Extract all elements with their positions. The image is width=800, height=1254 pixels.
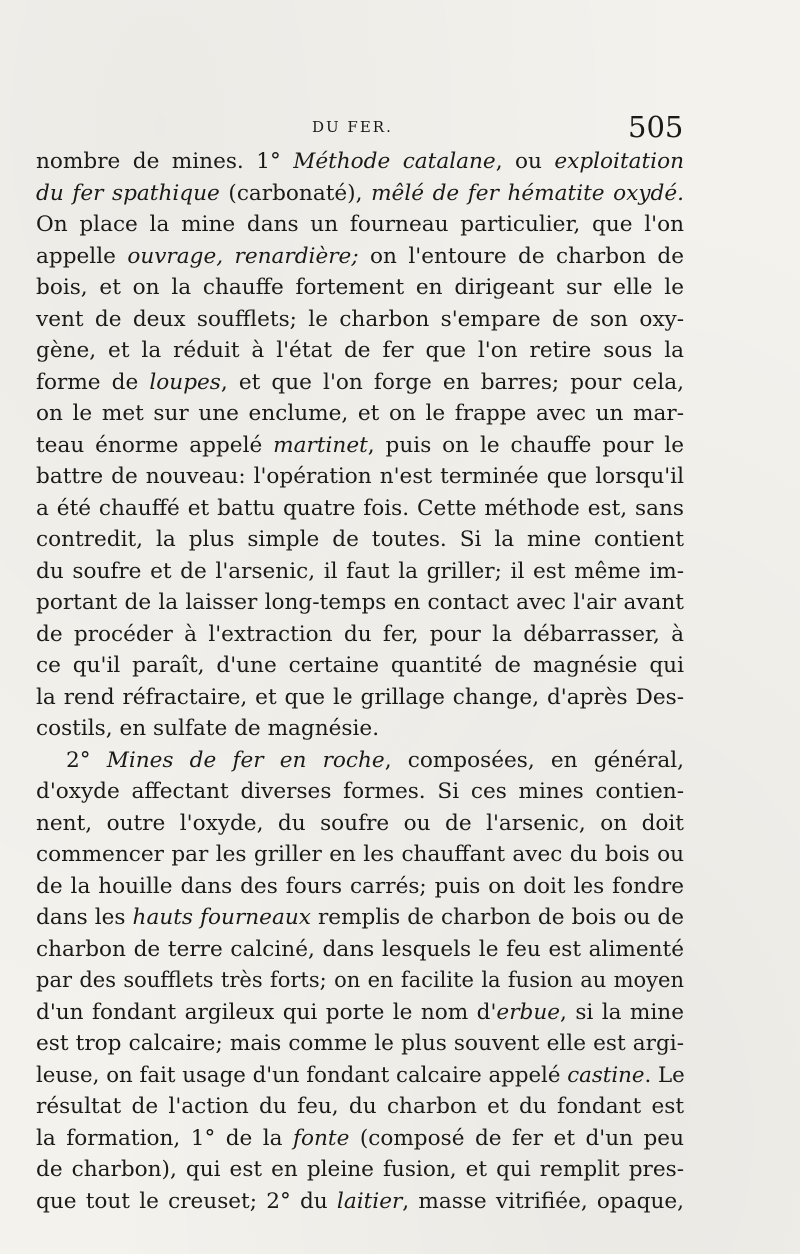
- text-segment: que tout le creuset; 2° du: [36, 1188, 337, 1214]
- text-segment: résultat de l'action du feu, du charbon et du fondant est: [36, 1094, 684, 1119]
- text-line: [36, 776, 684, 808]
- text-segment: , ou: [495, 149, 555, 174]
- text-line: [36, 1060, 684, 1092]
- italic-segment: hauts fourneaux: [132, 905, 311, 930]
- text-line: [36, 461, 684, 493]
- text-segment: commencer par les griller en les chauffant avec du bois ou: [36, 842, 684, 867]
- text-segment: (composé de fer et d'un peu: [349, 1125, 684, 1151]
- running-title: DU FER.: [312, 118, 393, 136]
- text-segment: la rend réfractaire, et que le grillage change, d'après Des-: [36, 684, 684, 710]
- text-line: [36, 619, 684, 651]
- text-line: [36, 650, 684, 682]
- text-line: [36, 1186, 684, 1218]
- italic-segment: castine: [567, 1062, 645, 1088]
- text-segment: on l'entoure de charbon de: [358, 243, 685, 269]
- text-segment: (carbonaté),: [219, 180, 372, 206]
- text-segment: bois, et on la chauffe fortement en dirigeant sur elle le: [36, 275, 684, 300]
- italic-segment: Méthode catalane: [293, 149, 496, 174]
- text-segment: leuse, on fait usage d'un fondant calcaire appelé: [36, 1062, 568, 1088]
- text-line: [36, 524, 684, 556]
- text-line: [36, 808, 684, 840]
- text-segment: , composées, en général,: [384, 747, 684, 773]
- italic-segment: mêlé de fer hématite oxydé.: [371, 180, 684, 206]
- italic-segment: loupes: [149, 369, 221, 395]
- text-segment: contredit, la plus simple de toutes. Si la mine contient: [36, 527, 684, 552]
- text-line: [36, 1123, 684, 1155]
- body-text: [36, 146, 684, 1217]
- text-line: [36, 587, 684, 619]
- text-line: [36, 997, 684, 1029]
- text-segment: On place la mine dans un fourneau particulier, que l'on: [36, 212, 684, 237]
- text-segment: a été chauffé et battu quatre fois. Cette méthode est, sans: [36, 495, 684, 521]
- italic-segment: exploitation: [554, 149, 684, 174]
- text-segment: ce qu'il paraît, d'une certaine quantité de magnésie qui: [36, 653, 684, 678]
- text-segment: de charbon), qui est en pleine fusion, et qui remplit pres-: [36, 1157, 684, 1182]
- text-segment: . Le: [644, 1062, 685, 1088]
- text-line: [36, 430, 684, 462]
- text-segment: , et que l'on forge en barres; pour cela,: [220, 369, 684, 395]
- text-segment: gène, et la réduit à l'état de fer que l'on retire sous la: [36, 338, 684, 363]
- text-line: [36, 682, 684, 714]
- italic-segment: martinet: [273, 432, 368, 458]
- italic-segment: Mines de fer en roche: [106, 747, 385, 773]
- text-line: [36, 209, 684, 241]
- text-line: [36, 1028, 684, 1060]
- text-segment: , masse vitrifiée, opaque,: [402, 1188, 684, 1214]
- text-segment: d'un fondant argileux qui porte le nom d': [36, 999, 497, 1025]
- text-line: [36, 1091, 684, 1123]
- text-segment: charbon de terre calciné, dans lesquels le feu est alimenté: [36, 936, 684, 962]
- italic-segment: erbue: [496, 999, 561, 1025]
- text-segment: la formation, 1° de la: [36, 1125, 293, 1151]
- text-segment: est trop calcaire; mais comme le plus souvent elle est argi-: [36, 1031, 684, 1056]
- text-segment: battre de nouveau: l'opération n'est terminée que lorsqu'il: [36, 464, 684, 489]
- text-line: [36, 178, 684, 210]
- italic-segment: laitier: [336, 1188, 403, 1214]
- text-line: [36, 934, 684, 966]
- text-line: [36, 1154, 684, 1186]
- text-segment: remplis de charbon de bois ou de: [310, 905, 684, 930]
- text-segment: teau énorme appelé: [36, 432, 274, 458]
- text-segment: vent de deux soufflets; le charbon s'empare de son oxy-: [36, 306, 684, 332]
- text-segment: costils, en sulfate de magnésie.: [36, 716, 380, 741]
- text-segment: 2°: [66, 747, 107, 773]
- text-line: [36, 272, 684, 304]
- text-segment: nent, outre l'oxyde, du soufre ou de l'arsenic, on doit: [36, 810, 684, 836]
- text-segment: d'oxyde affectant diverses formes. Si ces mines contien-: [36, 779, 684, 804]
- text-segment: portant de la laisser long-temps en contact avec l'air avant: [36, 590, 684, 615]
- text-line: [36, 965, 684, 997]
- text-segment: forme de: [36, 369, 150, 395]
- italic-segment: fonte: [293, 1125, 350, 1151]
- text-segment: appelle: [36, 243, 128, 269]
- text-line: [36, 902, 684, 934]
- text-line: [36, 871, 684, 903]
- page-number: 505: [628, 110, 684, 144]
- text-line: [36, 839, 684, 871]
- text-line: [36, 304, 684, 336]
- text-line: [36, 146, 684, 178]
- page-header: [0, 110, 800, 146]
- text-line: [36, 398, 684, 430]
- text-segment: dans les: [36, 905, 133, 930]
- text-segment: on le met sur une enclume, et on le frappe avec un mar-: [36, 401, 684, 426]
- text-line: [36, 745, 684, 777]
- italic-segment: du fer spathique: [36, 180, 220, 206]
- text-segment: , si la mine: [560, 999, 684, 1025]
- text-line: [36, 556, 684, 588]
- text-line: [36, 713, 684, 745]
- text-segment: nombre de mines. 1°: [36, 149, 294, 174]
- text-segment: du soufre et de l'arsenic, il faut la griller; il est même im-: [36, 558, 684, 584]
- text-line: [36, 241, 684, 273]
- text-segment: de la houille dans des fours carrés; puis on doit les fondre: [36, 873, 684, 899]
- text-segment: par des soufflets très forts; on en facilite la fusion au moyen: [36, 968, 684, 992]
- text-line: [36, 493, 684, 525]
- text-segment: de procéder à l'extraction du fer, pour la débarrasser, à: [36, 621, 684, 647]
- italic-segment: ouvrage, renardière;: [127, 243, 359, 269]
- text-segment: , puis on le chauffe pour le: [367, 432, 684, 458]
- text-line: [36, 335, 684, 367]
- text-line: [36, 367, 684, 399]
